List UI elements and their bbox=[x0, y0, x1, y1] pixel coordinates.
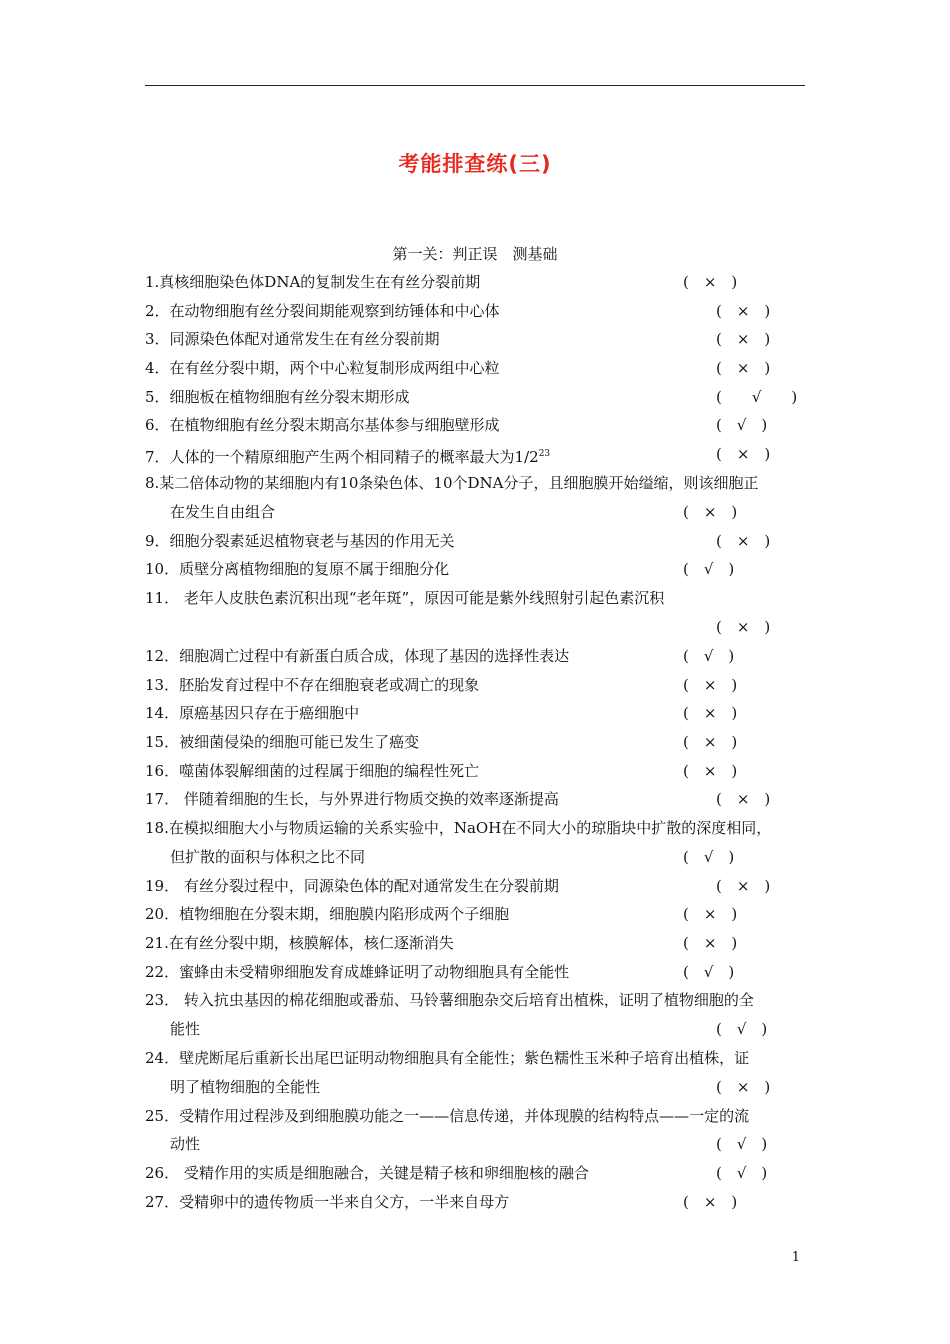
question-text bbox=[145, 789, 559, 809]
question-label: 20．植物细胞在分裂末期，细胞膜内陷形成两个子细胞 bbox=[145, 905, 510, 923]
question-text bbox=[145, 358, 500, 378]
answer-mark: ( √ ) bbox=[683, 647, 735, 665]
answer-mark: ( × ) bbox=[716, 302, 771, 320]
question-label: 4．在有丝分裂中期，两个中心粒复制形成两组中心粒 bbox=[145, 359, 500, 377]
answer-mark: ( × ) bbox=[716, 1078, 771, 1096]
question-label: 16．噬菌体裂解细菌的过程属于细胞的编程性死亡 bbox=[145, 762, 480, 780]
question-label: 25．受精作用过程涉及到细胞膜功能之一——信息传递，并体现膜的结构特点——一定的流 bbox=[145, 1107, 750, 1125]
question-continuation: 明了植物细胞的全能性 bbox=[170, 1078, 321, 1096]
question-label: 15．被细菌侵染的细胞可能已发生了癌变 bbox=[145, 733, 420, 751]
question-label: 22．蜜蜂由未受精卵细胞发育成雄蜂证明了动物细胞具有全能性 bbox=[145, 963, 570, 981]
question-label: 18.在模拟细胞大小与物质运输的关系实验中，NaOH在不同大小的琼脂块中扩散的深度相同， bbox=[145, 819, 772, 837]
answer-mark: ( × ) bbox=[683, 733, 738, 751]
question-label: 24．壁虎断尾后重新长出尾巴证明动物细胞具有全能性；紫色糯性玉米种子培育出植株，证 bbox=[145, 1049, 750, 1067]
question-label: 5．细胞板在植物细胞有丝分裂末期形成 bbox=[145, 388, 410, 406]
header-rule bbox=[145, 85, 805, 86]
question-label: 13．胚胎发育过程中不存在细胞衰老或凋亡的现象 bbox=[145, 676, 480, 694]
section-heading: 第一关：判正误 测基础 bbox=[392, 245, 558, 263]
question-label: 26． 受精作用的实质是细胞融合，关键是精子核和卵细胞核的融合 bbox=[145, 1164, 589, 1182]
answer-mark: ( × ) bbox=[716, 618, 771, 636]
question-text bbox=[145, 675, 479, 695]
question-text bbox=[145, 1106, 749, 1126]
question-text bbox=[145, 703, 359, 723]
question-text bbox=[145, 415, 500, 435]
question-text bbox=[145, 933, 454, 953]
question-continuation: 动性 bbox=[170, 1135, 201, 1153]
question-text bbox=[145, 1048, 749, 1068]
question-continuation: 但扩散的面积与体积之比不同 bbox=[170, 848, 366, 866]
answer-mark: ( × ) bbox=[683, 934, 738, 952]
answer-mark: ( × ) bbox=[683, 704, 738, 722]
question-text bbox=[145, 1163, 589, 1183]
answer-mark: ( √ ) bbox=[716, 1164, 768, 1182]
question-label: 14．原癌基因只存在于癌细胞中 bbox=[145, 704, 360, 722]
question-text bbox=[145, 761, 479, 781]
question-label: 27．受精卵中的遗传物质一半来自父方，一半来自母方 bbox=[145, 1193, 510, 1211]
exponent: 23 bbox=[538, 449, 551, 459]
question-text bbox=[145, 387, 410, 407]
question-continuation: 能性 bbox=[170, 1020, 201, 1038]
question-text bbox=[145, 990, 754, 1010]
question-text bbox=[145, 301, 500, 321]
answer-mark: ( × ) bbox=[716, 532, 771, 550]
page-title: 考能排查练(三) bbox=[398, 152, 552, 176]
question-text bbox=[145, 329, 440, 349]
question-text bbox=[145, 473, 758, 493]
question-label: 6．在植物细胞有丝分裂末期高尔基体参与细胞壁形成 bbox=[145, 416, 500, 434]
answer-mark: ( × ) bbox=[716, 790, 771, 808]
answer-mark: ( √ ) bbox=[716, 388, 798, 406]
answer-mark: ( × ) bbox=[716, 445, 771, 463]
question-label: 23． 转入抗虫基因的棉花细胞或番茄、马铃薯细胞杂交后培育出植株，证明了植物细胞的全 bbox=[145, 991, 754, 1009]
question-label: 11． 老年人皮肤色素沉积出现“老年斑”，原因可能是紫外线照射引起色素沉积 bbox=[145, 589, 665, 607]
question-text bbox=[145, 732, 419, 752]
answer-mark: ( × ) bbox=[683, 905, 738, 923]
question-label: 8.某二倍体动物的某细胞内有10条染色体、10个DNA分子，且细胞膜开始缢缩，则该细胞正 bbox=[145, 474, 759, 492]
answer-mark: ( × ) bbox=[683, 762, 738, 780]
question-label: 10．质壁分离植物细胞的复原不属于细胞分化 bbox=[145, 560, 450, 578]
question-label: 7．人体的一个精原细胞产生两个相同精子的概率最大为1/2 bbox=[145, 448, 539, 466]
answer-mark: ( √ ) bbox=[683, 848, 735, 866]
question-label: 12．细胞凋亡过程中有新蛋白质合成，体现了基因的选择性表达 bbox=[145, 647, 570, 665]
answer-mark: ( × ) bbox=[716, 359, 771, 377]
question-text bbox=[145, 876, 559, 896]
question-text bbox=[145, 646, 569, 666]
question-text bbox=[145, 904, 509, 924]
question-continuation: 在发生自由组合 bbox=[170, 503, 276, 521]
question-label: 19． 有丝分裂过程中，同源染色体的配对通常发生在分裂前期 bbox=[145, 877, 559, 895]
answer-mark: ( × ) bbox=[683, 1193, 738, 1211]
question-text bbox=[145, 962, 569, 982]
answer-mark: ( √ ) bbox=[716, 416, 768, 434]
answer-mark: ( × ) bbox=[683, 676, 738, 694]
question-text bbox=[145, 272, 480, 292]
answer-mark: ( √ ) bbox=[716, 1020, 768, 1038]
question-text bbox=[145, 531, 455, 551]
answer-mark: ( √ ) bbox=[683, 560, 735, 578]
question-text bbox=[145, 818, 771, 838]
question-label: 17． 伴随着细胞的生长，与外界进行物质交换的效率逐渐提高 bbox=[145, 790, 559, 808]
question-text bbox=[145, 559, 449, 579]
answer-mark: ( × ) bbox=[716, 877, 771, 895]
answer-mark: ( × ) bbox=[683, 273, 738, 291]
question-label: 9．细胞分裂素延迟植物衰老与基因的作用无关 bbox=[145, 532, 455, 550]
answer-mark: ( √ ) bbox=[716, 1135, 768, 1153]
answer-mark: ( × ) bbox=[716, 330, 771, 348]
answer-mark: ( × ) bbox=[683, 503, 738, 521]
question-label: 3．同源染色体配对通常发生在有丝分裂前期 bbox=[145, 330, 440, 348]
question-label: 21.在有丝分裂中期，核膜解体，核仁逐渐消失 bbox=[145, 934, 454, 952]
question-label: 1.真核细胞染色体DNA的复制发生在有丝分裂前期 bbox=[145, 273, 481, 291]
question-text bbox=[145, 444, 550, 467]
question-label: 2．在动物细胞有丝分裂间期能观察到纺锤体和中心体 bbox=[145, 302, 500, 320]
question-text bbox=[145, 588, 664, 608]
answer-mark: ( √ ) bbox=[683, 963, 735, 981]
page-number: 1 bbox=[791, 1250, 800, 1265]
question-text bbox=[145, 1192, 509, 1212]
